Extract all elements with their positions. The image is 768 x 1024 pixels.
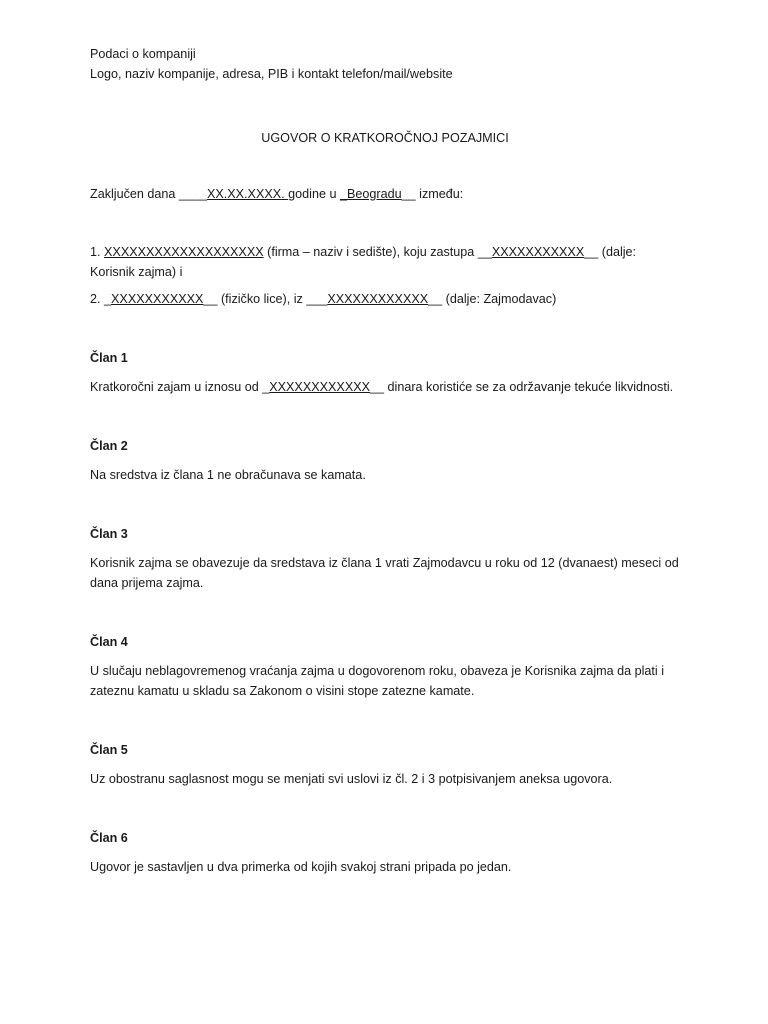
company-header-details: Logo, naziv kompanije, adresa, PIB i kontakt telefon/mail/website (90, 67, 453, 81)
party-2-suffix: (dalje: Zajmodavac) (442, 292, 557, 306)
party-2-place-lead: ___ (306, 292, 328, 306)
party-2-place: XXXXXXXXXXXX (327, 292, 429, 306)
city-trail: __ (401, 187, 416, 201)
city-lead: _ (339, 187, 347, 201)
party-1-rep-trail: __ (584, 245, 599, 259)
article-1-suffix: dinara koristiće se za održavanje tekuće likvidnosti. (384, 380, 674, 394)
article-1-heading: Član 1 (90, 351, 128, 365)
article-4-text: U slučaju neblagovremenog vraćanja zajma u dogovorenom roku, obaveza je Korisnika zajma da plati i zateznu kamatu u skladu sa Zakonom o visini stope zatezne kamate. (90, 664, 665, 698)
concluded-mid: godine u (288, 187, 340, 201)
article-5-heading: Član 5 (90, 743, 128, 757)
date-field: XX.XX.XXXX. (206, 187, 289, 201)
article-6-text: Ugovor je sastavljen u dva primerka od kojih svakoj strani pripada po jedan. (90, 860, 512, 874)
party-2-number: 2. (90, 292, 105, 306)
article-3-text: Korisnik zajma se obavezuje da sredstava iz člana 1 vrati Zajmodavcu u roku od 12 (dvanaest) meseci od dana prijema zajma. (90, 556, 679, 590)
party-1-rep-lead: __ (477, 245, 492, 259)
party-1 (90, 242, 680, 282)
party-2-name: XXXXXXXXXXX (111, 292, 204, 306)
party-1-representative: XXXXXXXXXXX (491, 245, 585, 259)
party-1-suffix: (dalje: Korisnik zajma) i (90, 245, 637, 279)
concluded-suffix: između: (415, 187, 464, 201)
article-1-text (90, 377, 680, 397)
city-field: Beogradu (347, 187, 402, 201)
loan-amount-field: XXXXXXXXXXXX (269, 380, 371, 394)
party-1-firm: XXXXXXXXXXXXXXXXXXX (104, 245, 264, 259)
party-2-place-trail: __ (428, 292, 443, 306)
amount-trail: __ (370, 380, 385, 394)
document-title: UGOVOR O KRATKOROČNOJ POZAJMICI (261, 131, 509, 145)
party-2-name-trail: __ (203, 292, 218, 306)
article-5-text: Uz obostranu saglasnost mogu se menjati svi uslovi iz čl. 2 i 3 potpisivanjem aneksa ugovora. (90, 772, 613, 786)
date-lead: ____ (178, 187, 207, 201)
article-4-heading: Član 4 (90, 635, 128, 649)
article-2-heading: Član 2 (90, 439, 128, 453)
article-3-heading: Član 3 (90, 527, 128, 541)
company-header-title: Podaci o kompaniji (90, 47, 196, 61)
party-2 (90, 289, 680, 309)
article-2-text: Na sredstva iz člana 1 ne obračunava se kamata. (90, 468, 366, 482)
document-page (90, 44, 680, 877)
party-1-after-firm: (firma – naziv i sedište), koju zastupa (263, 245, 478, 259)
party-1-number: 1. (90, 245, 105, 259)
party-2-mid: (fizičko lice), iz (217, 292, 307, 306)
article-1-prefix: Kratkoročni zajam u iznosu od (90, 380, 263, 394)
party-2-name-lead: _ (104, 292, 112, 306)
article-6-heading: Član 6 (90, 831, 128, 845)
amount-lead: _ (262, 380, 270, 394)
concluded-prefix: Zaključen dana (90, 187, 179, 201)
concluded-line (90, 184, 680, 204)
